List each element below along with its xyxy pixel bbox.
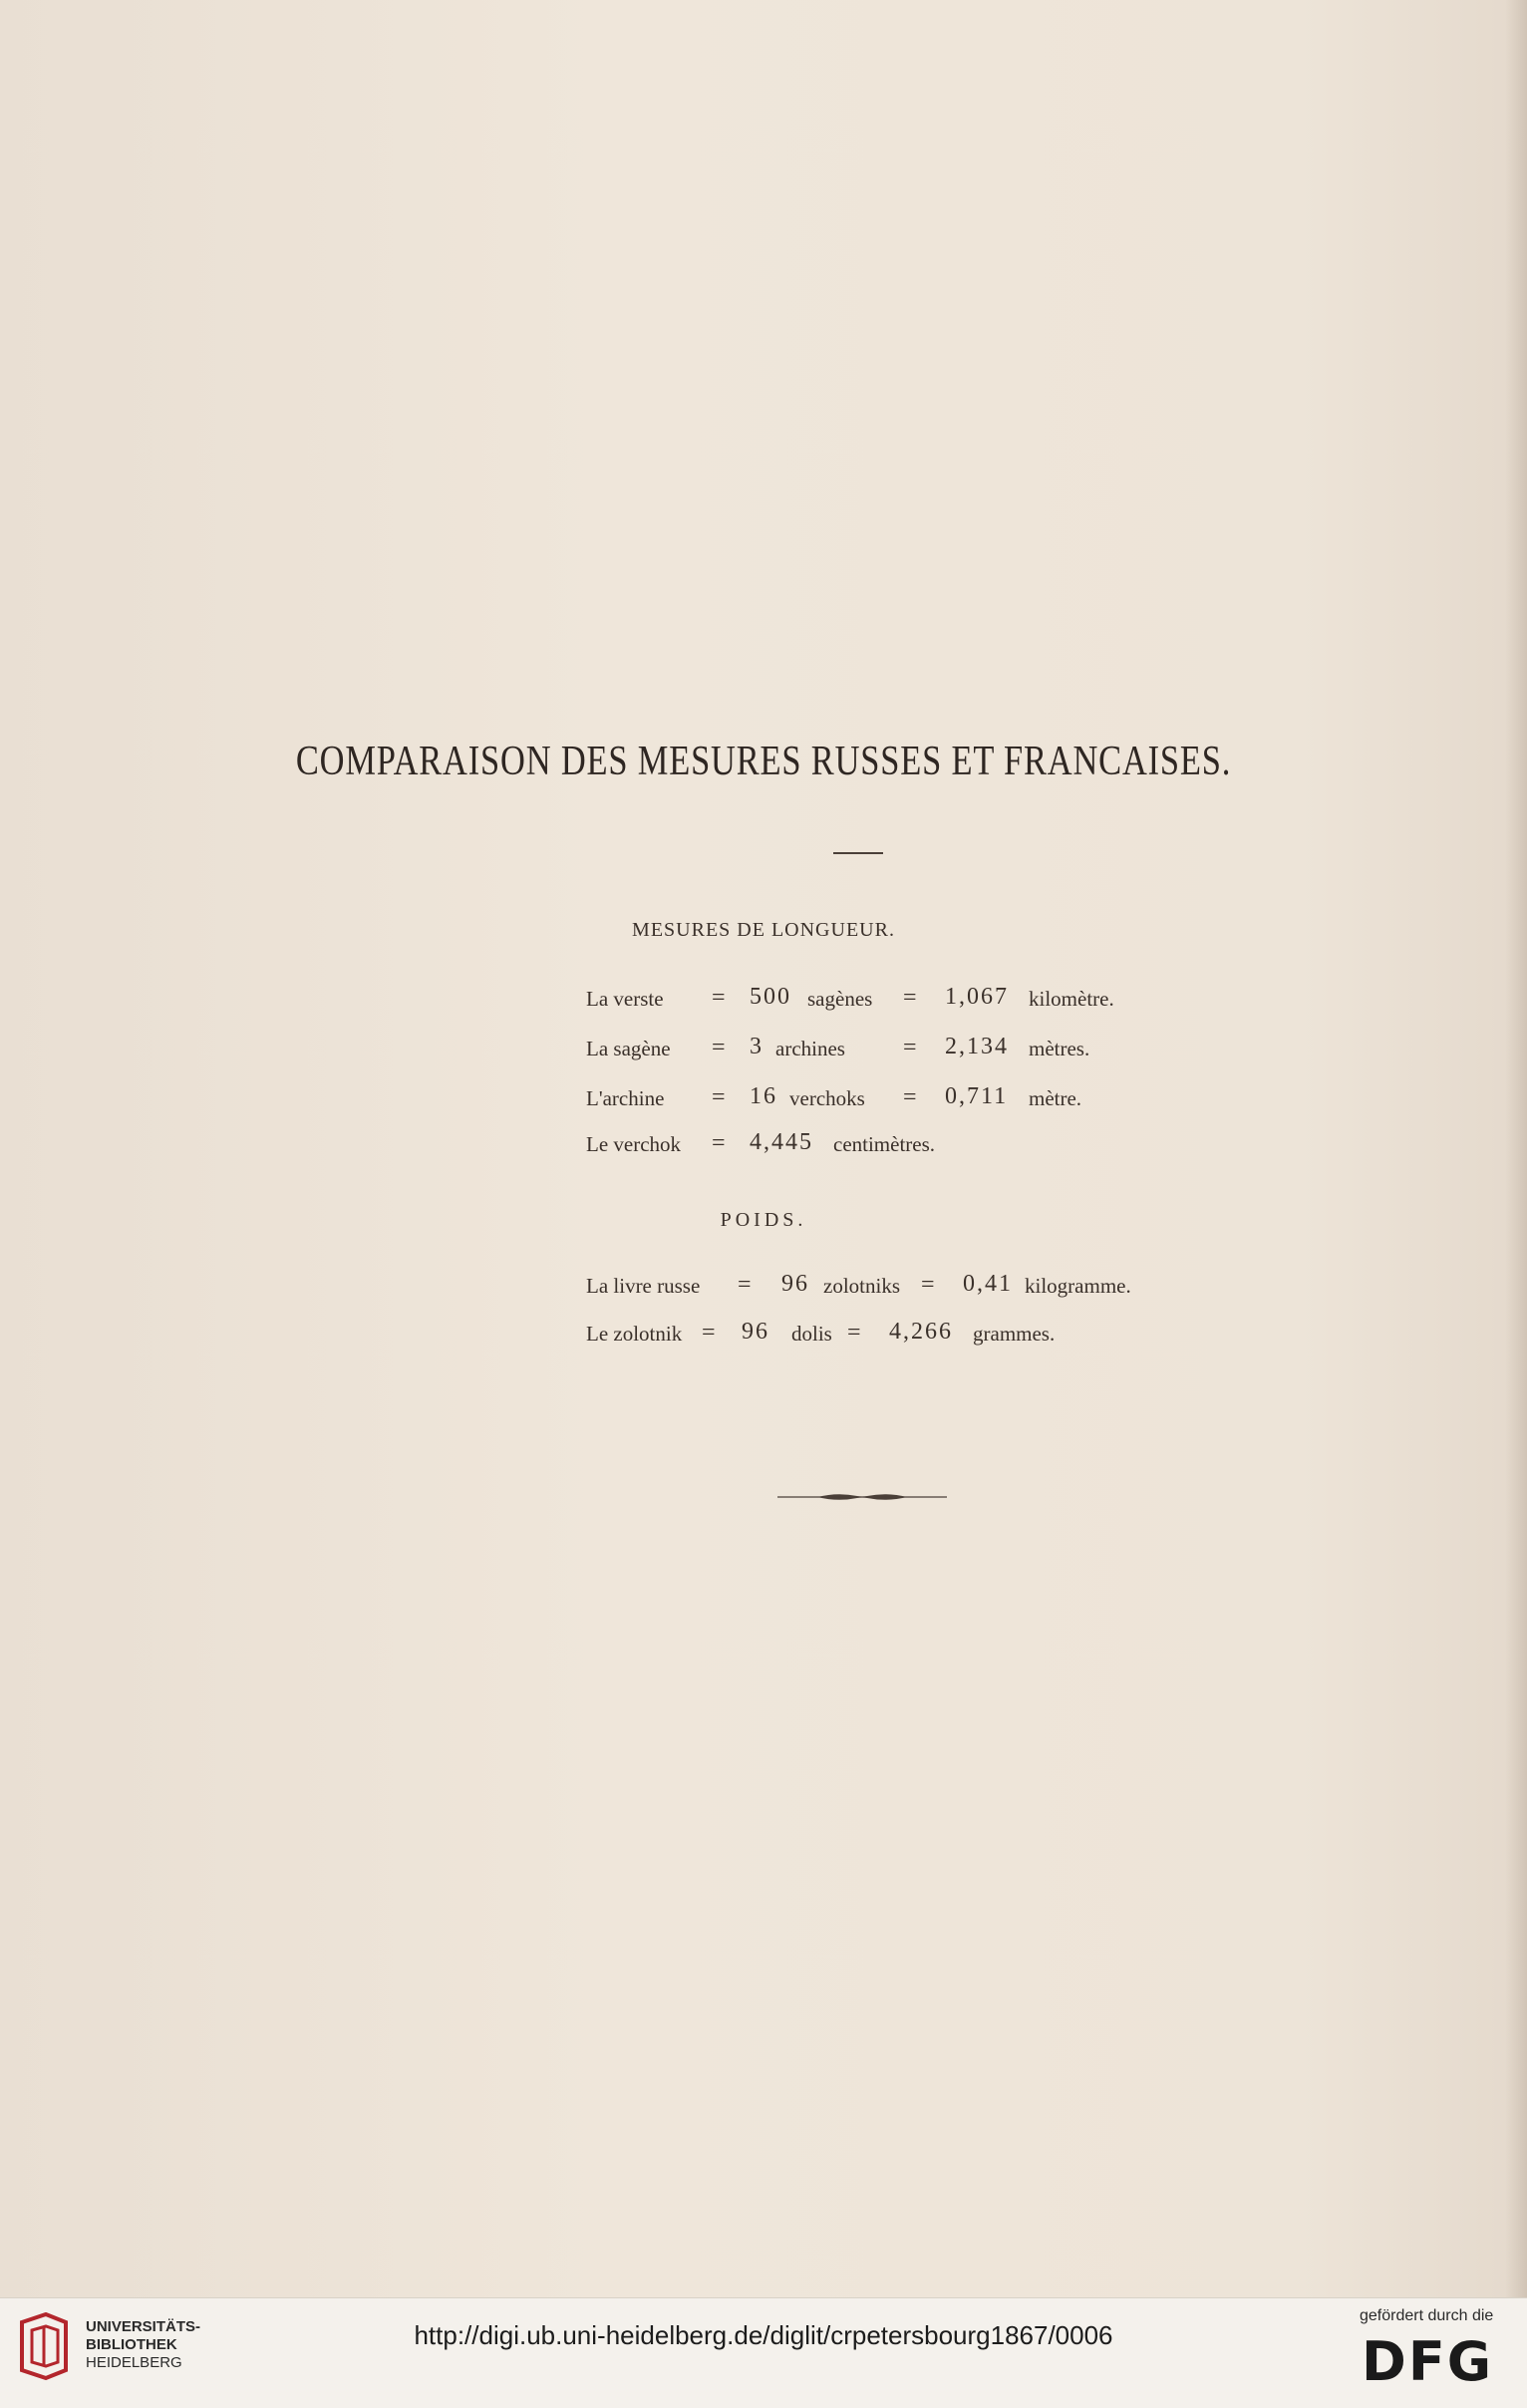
row-subunit: dolis <box>791 1322 832 1346</box>
row-subunit: grammes. <box>973 1322 1056 1346</box>
row-value: 0,711 <box>945 1083 1009 1109</box>
row-equals: = <box>903 1084 917 1110</box>
row-value: 96 <box>742 1319 769 1345</box>
row-equals: = <box>712 1035 726 1060</box>
row-equals: = <box>712 1084 726 1110</box>
row-equals: = <box>921 1272 935 1298</box>
row-equals: = <box>903 1035 917 1060</box>
ornament-divider-icon <box>777 1490 947 1504</box>
row-unit: Le verchok <box>586 1132 682 1156</box>
row-unit: L'archine <box>586 1086 665 1110</box>
row-equals: = <box>847 1320 861 1346</box>
row-unit: La sagène <box>586 1037 671 1060</box>
row-value: 500 <box>750 984 791 1010</box>
footer-bar <box>0 2297 1527 2408</box>
library-line: HEIDELBERG <box>86 2354 182 2371</box>
row-subunit: centimètres. <box>833 1132 936 1156</box>
sponsor-label: gefördert durch die <box>1360 2307 1494 2324</box>
row-equals: = <box>712 1130 726 1156</box>
row-subunit: mètre. <box>1029 1086 1082 1110</box>
row-unit: La verste <box>586 987 664 1011</box>
permalink-url[interactable]: http://digi.ub.uni-heidelberg.de/diglit/crpetersbourg1867/0006 <box>414 2320 1113 2350</box>
dfg-logo-icon: DFG <box>1362 2330 1494 2393</box>
row-value: 0,41 <box>963 1271 1013 1297</box>
row-value: 96 <box>781 1271 809 1297</box>
row-equals: = <box>903 985 917 1011</box>
library-line: BIBLIOTHEK <box>86 2336 177 2353</box>
row-value: 1,067 <box>945 984 1009 1010</box>
row-value: 3 <box>750 1034 764 1059</box>
row-subunit: verchoks <box>789 1086 865 1110</box>
row-subunit: kilogramme. <box>1025 1274 1131 1298</box>
title-divider <box>833 852 883 854</box>
length-section-heading: MESURES DE LONGUEUR. <box>632 919 895 941</box>
row-subunit: archines <box>775 1037 845 1060</box>
row-value: 16 <box>750 1083 777 1109</box>
row-value: 2,134 <box>945 1034 1009 1059</box>
row-subunit: kilomètre. <box>1029 987 1114 1011</box>
row-unit: Le zolotnik <box>586 1322 683 1346</box>
row-subunit: zolotniks <box>823 1274 900 1298</box>
row-equals: = <box>702 1320 716 1346</box>
row-value: 4,266 <box>889 1319 953 1345</box>
row-unit: La livre russe <box>586 1274 701 1298</box>
row-subunit: sagènes <box>807 987 873 1011</box>
library-line: UNIVERSITÄTS- <box>86 2318 201 2335</box>
row-equals: = <box>738 1272 752 1298</box>
row-equals: = <box>712 985 726 1011</box>
page-title: COMPARAISON DES MESURES RUSSES ET FRANCAISES. <box>295 739 1232 784</box>
weight-section-heading: POIDS. <box>720 1209 807 1231</box>
row-value: 4,445 <box>750 1129 813 1155</box>
row-subunit: mètres. <box>1029 1037 1090 1060</box>
